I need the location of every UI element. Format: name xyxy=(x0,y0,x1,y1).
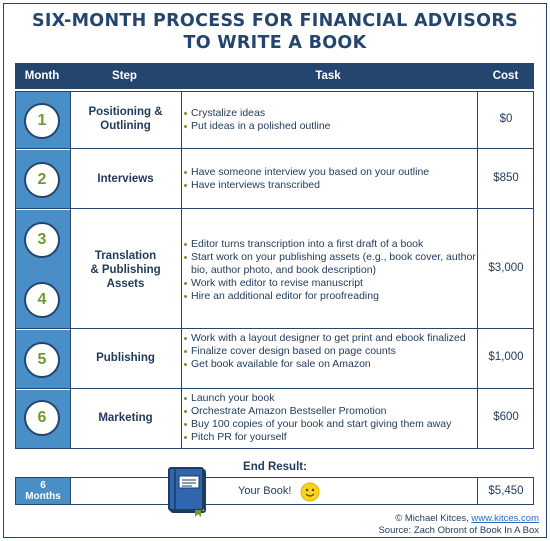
month-3-badge: 3 xyxy=(24,222,60,258)
title-line-1: SIX-MONTH PROCESS FOR FINANCIAL ADVISORS xyxy=(31,11,519,31)
step-line: Outlining xyxy=(100,120,151,132)
cost-value: $0 xyxy=(499,113,513,125)
cost-value: $3,000 xyxy=(488,262,524,274)
task-item: Get book available for sale on Amazon xyxy=(184,358,476,371)
month-1-badge: 1 xyxy=(24,103,60,139)
month-5-badge: 5 xyxy=(24,342,60,378)
smiley-icon xyxy=(300,482,320,507)
step-line: Assets xyxy=(106,278,145,290)
task-item: Pitch PR for yourself xyxy=(184,431,476,444)
step-line: Translation xyxy=(94,250,157,262)
step-line: Marketing xyxy=(98,412,153,424)
month-6-badge: 6 xyxy=(24,400,60,436)
task-list xyxy=(184,332,476,371)
row-divider xyxy=(16,208,533,209)
month-column xyxy=(16,92,70,448)
credit-block xyxy=(378,513,539,536)
header-task: Task xyxy=(315,70,341,82)
task-item: Editor turns transcription into a first draft of a book xyxy=(184,238,476,251)
header-step: Step xyxy=(112,70,137,82)
source-line: Source: Zach Obront of Book In A Box xyxy=(378,524,539,536)
task-item: Work with a layout designer to get print and ebook finalized xyxy=(184,332,476,345)
month-4-badge: 4 xyxy=(24,282,60,318)
task-item: Crystalize ideas xyxy=(184,107,476,120)
end-months-number: 6 xyxy=(40,480,46,491)
month-2-badge: 2 xyxy=(24,162,60,198)
end-result-label: End Result: xyxy=(243,461,307,473)
cost-value: $850 xyxy=(493,172,519,184)
step-line: Interviews xyxy=(97,173,154,185)
title-line-2: TO WRITE A BOOK xyxy=(183,33,367,53)
end-result-months xyxy=(16,478,70,504)
end-result-text: Your Book! xyxy=(238,485,292,497)
process-table xyxy=(15,91,534,449)
end-months-word: Months xyxy=(25,491,61,502)
step-publishing xyxy=(71,351,180,365)
task-item: Have someone interview you based on your outline xyxy=(184,166,476,179)
copyright-line xyxy=(378,513,539,525)
step-positioning xyxy=(71,105,180,133)
book-icon xyxy=(167,466,211,523)
task-list xyxy=(184,107,476,133)
row-divider xyxy=(16,388,533,389)
table-header xyxy=(15,63,534,89)
task-list xyxy=(184,166,476,192)
task-item: Work with editor to revise manuscript xyxy=(184,277,476,290)
end-result-row xyxy=(15,477,534,505)
task-item: Put ideas in a polished outline xyxy=(184,120,476,133)
end-result-cost: $5,450 xyxy=(488,485,524,497)
task-item: Launch your book xyxy=(184,392,476,405)
step-line: Positioning & xyxy=(88,106,163,118)
step-marketing xyxy=(71,411,180,425)
page-title xyxy=(0,10,550,54)
header-month: Month xyxy=(24,70,60,82)
task-item: Have interviews transcribed xyxy=(184,179,476,192)
cost-value: $600 xyxy=(493,411,519,423)
task-list xyxy=(184,392,476,444)
task-item: Start work on your publishing assets (e.g., book cover, author bio, author photo, and book description) xyxy=(184,251,476,277)
column-divider xyxy=(181,92,182,448)
step-translation xyxy=(71,249,180,291)
header-cost: Cost xyxy=(492,70,519,82)
task-item: Hire an additional editor for proofreading xyxy=(184,290,476,303)
step-line: Publishing xyxy=(96,352,155,364)
kitces-link[interactable]: www.kitces.com xyxy=(471,513,539,524)
row-divider xyxy=(16,148,533,149)
cost-value: $1,000 xyxy=(488,351,524,363)
column-divider xyxy=(70,478,71,504)
step-line: & Publishing xyxy=(90,264,161,276)
task-item: Buy 100 copies of your book and start giving them away xyxy=(184,418,476,431)
step-interviews xyxy=(71,172,180,186)
task-item: Orchestrate Amazon Bestseller Promotion xyxy=(184,405,476,418)
task-item: Finalize cover design based on page counts xyxy=(184,345,476,358)
task-list xyxy=(184,238,476,303)
copyright-text: © Michael Kitces, xyxy=(395,513,472,524)
row-divider xyxy=(16,328,533,329)
